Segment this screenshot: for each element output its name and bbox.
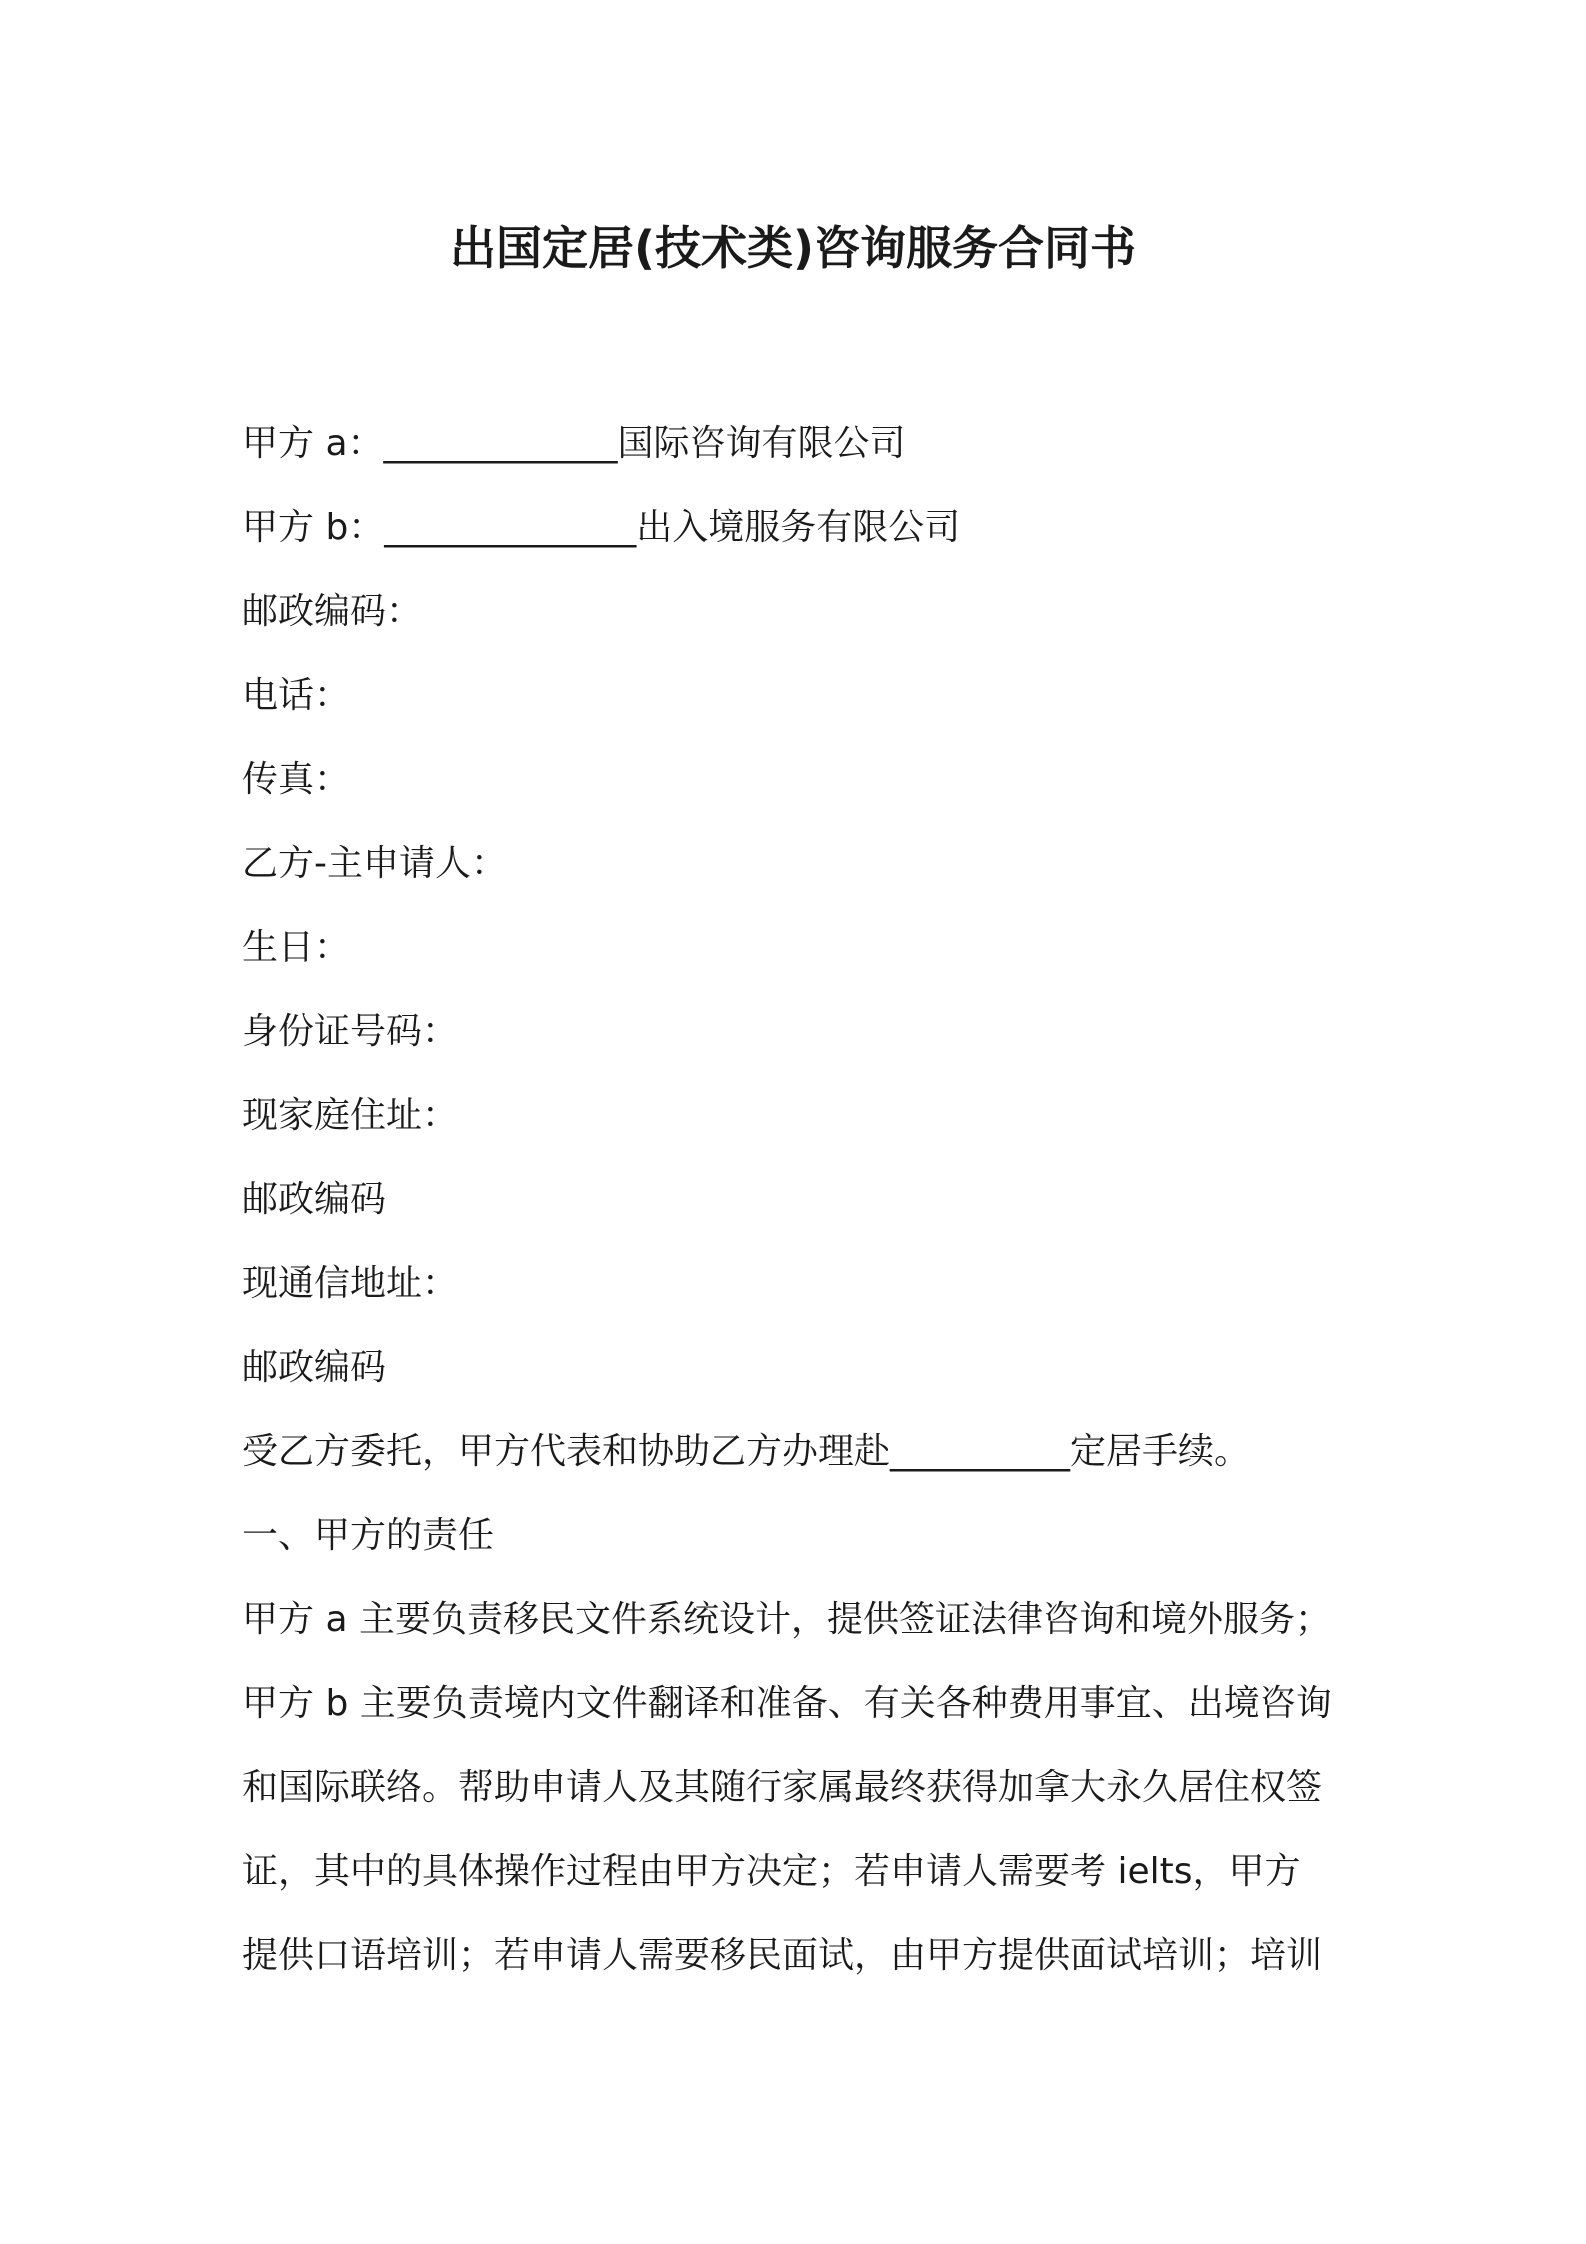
mailing-address-line: 现通信地址： [242,1263,459,1304]
paragraph-line: 和国际联络。帮助申请人及其随行家属最终获得加拿大永久居住权签 [242,1767,1323,1808]
fax-line: 传真： [242,759,351,800]
paragraph-line: 甲方 b 主要负责境内文件翻译和准备、有关各种费用事宜、出境咨询 [242,1683,1332,1724]
section-heading-party-a-duties: 一、甲方的责任 [242,1515,495,1556]
entrustment-line: 受乙方委托，甲方代表和协助乙方办理赴__________定居手续。 [242,1431,1251,1472]
party-a2-line: 甲方 b：______________出入境服务有限公司 [242,507,961,548]
paragraph-line: 提供口语培训；若申请人需要移民面试，由甲方提供面试培训；培训 [242,1935,1323,1976]
document-body [242,402,1362,1998]
mailing-postal-code-line: 邮政编码 [242,1347,387,1388]
party-a1-line: 甲方 a：_____________国际咨询有限公司 [242,423,906,464]
home-address-line: 现家庭住址： [242,1095,459,1136]
party-b-applicant-line: 乙方-主申请人： [242,843,507,884]
paragraph-line: 证，其中的具体操作过程由甲方决定；若申请人需要考 ielts，甲方 [242,1851,1301,1892]
birthday-line: 生日： [242,927,351,968]
home-postal-code-line: 邮政编码 [242,1179,387,1220]
phone-line: 电话： [242,675,351,716]
duties-paragraph [242,1578,1362,1998]
postal-code-line: 邮政编码： [242,591,423,632]
document-title: 出国定居(技术类)咨询服务合同书 [449,221,1137,275]
paragraph-line: 甲方 a 主要负责移民文件系统设计，提供签证法律咨询和境外服务； [242,1599,1331,1640]
id-number-line: 身份证号码： [242,1011,459,1052]
